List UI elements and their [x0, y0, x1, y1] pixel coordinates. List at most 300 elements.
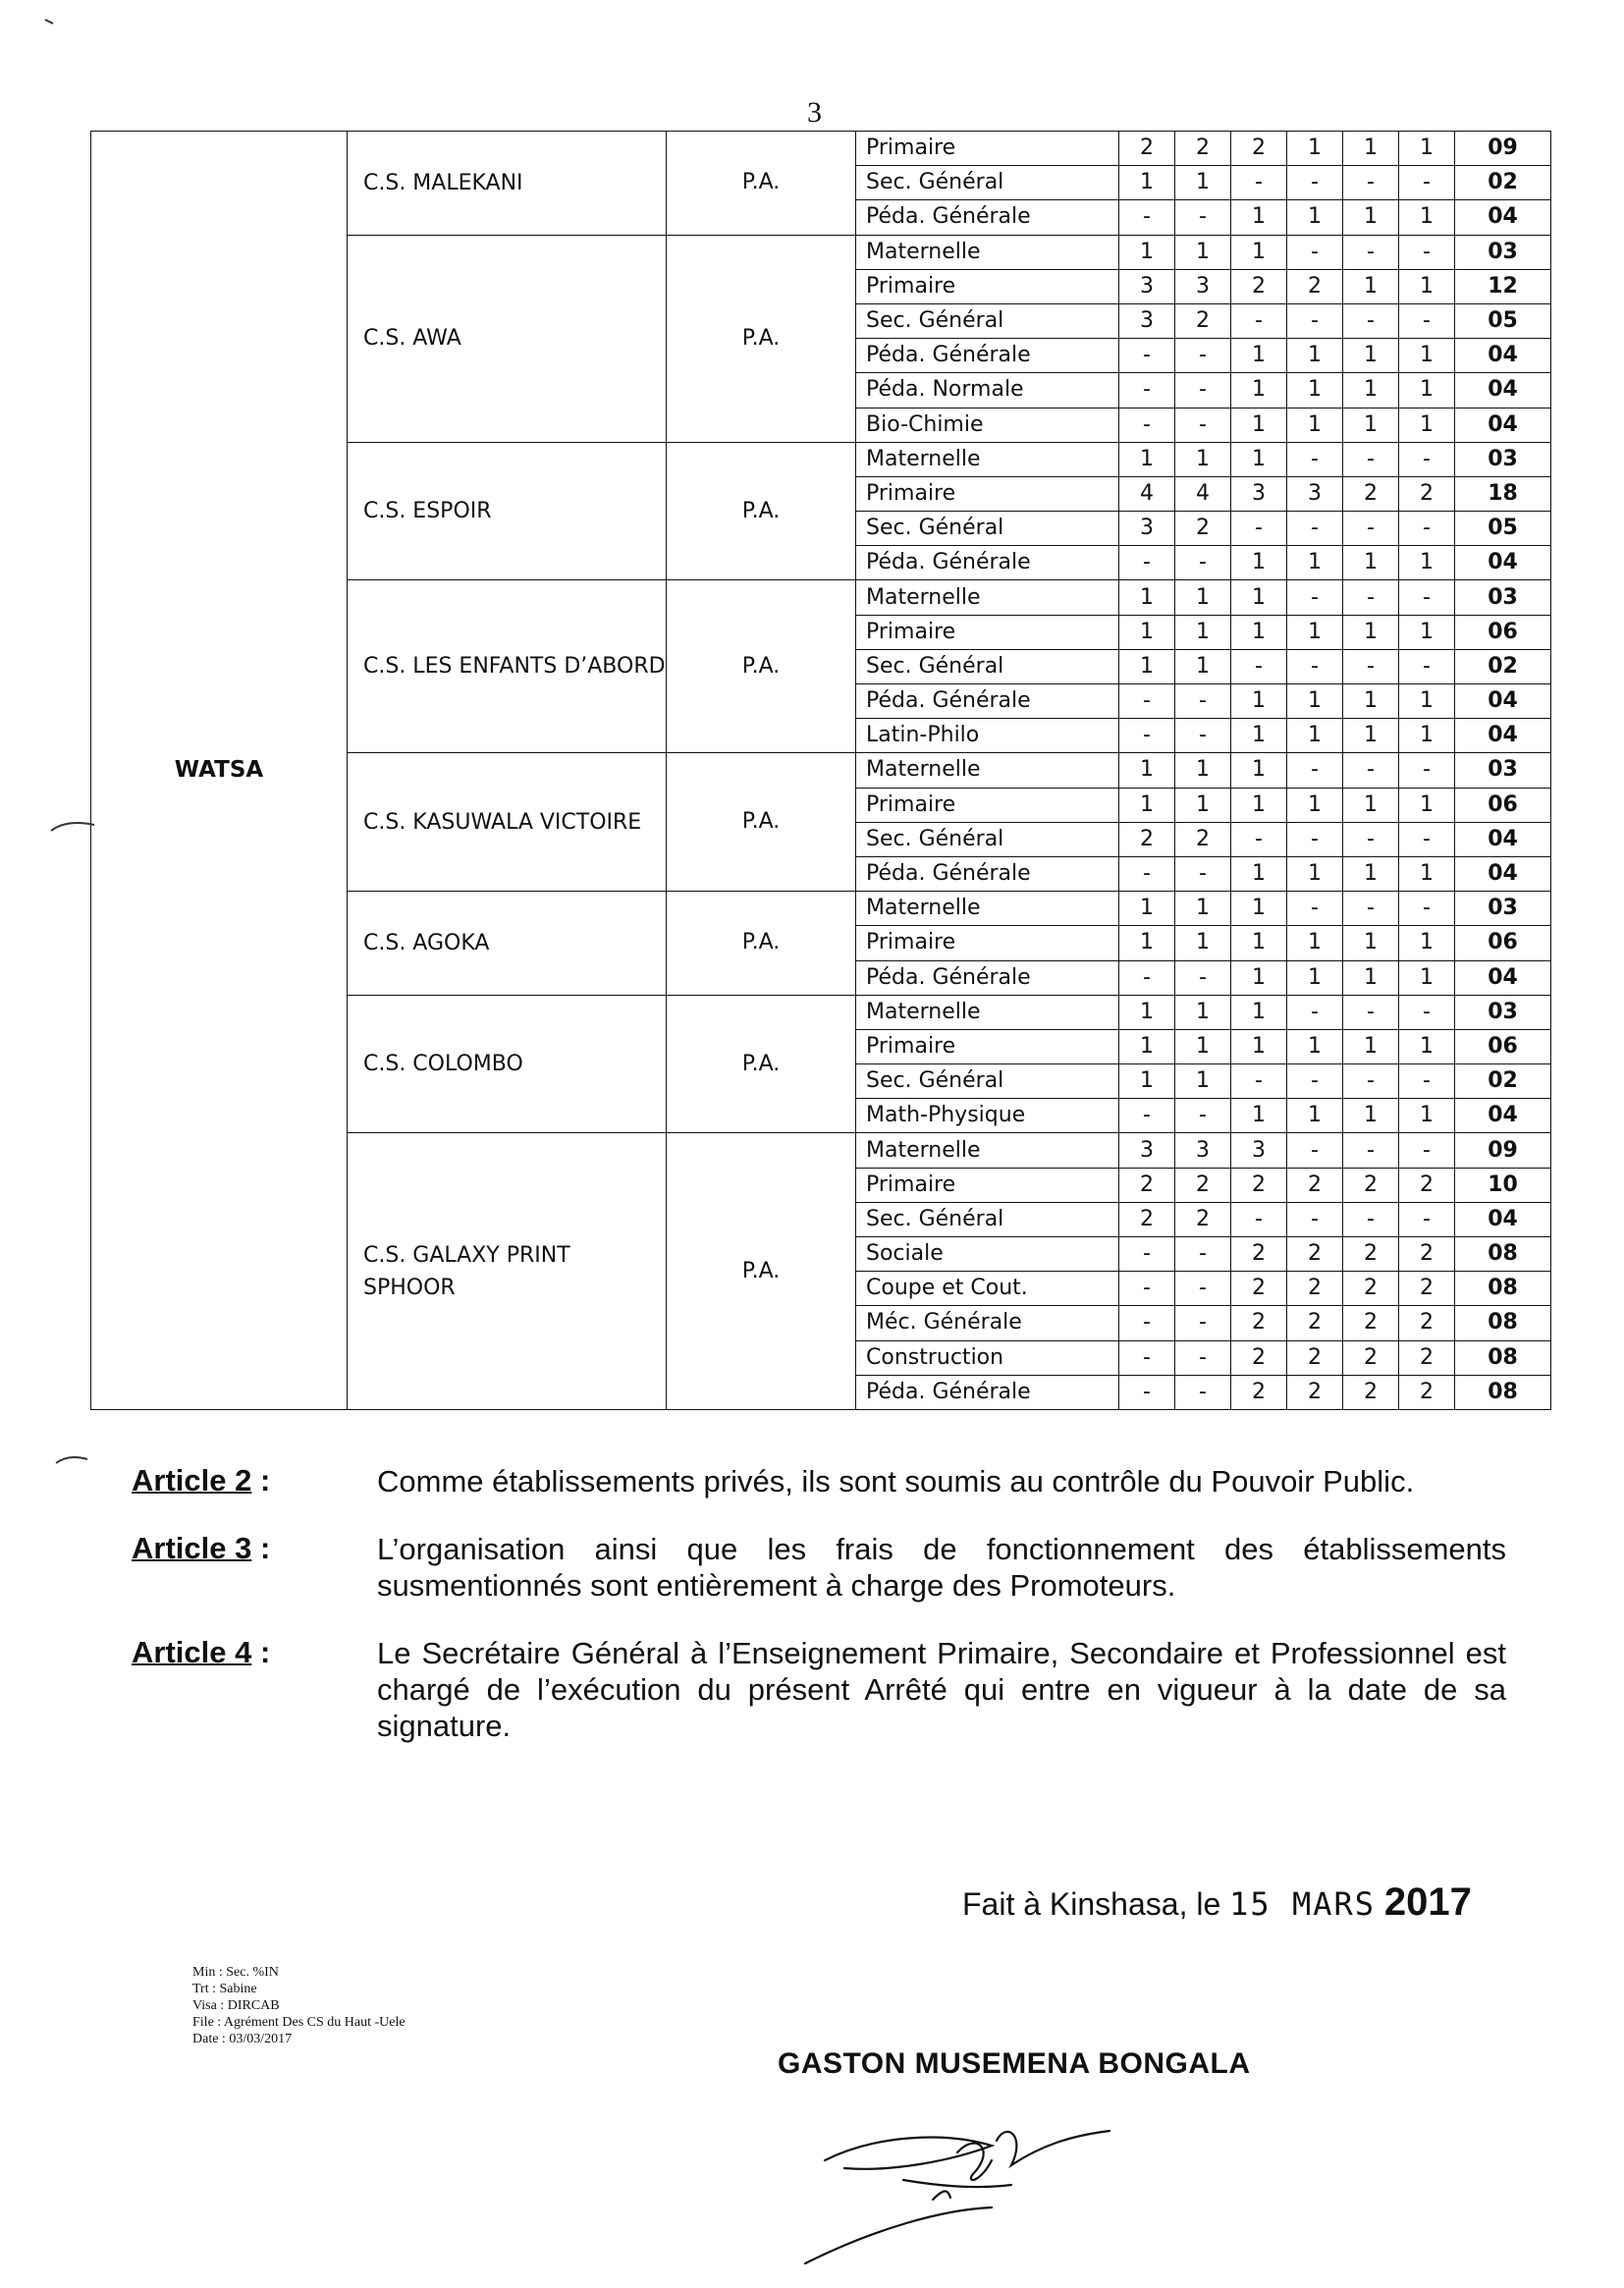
class-count-cell: 2	[1231, 1375, 1287, 1409]
class-count-cell: 1	[1343, 408, 1399, 442]
total-cell: 03	[1455, 753, 1551, 788]
class-count-cell: -	[1343, 892, 1399, 926]
meta-line: Trt : Sabine	[192, 1982, 257, 1996]
class-count-cell: 2	[1175, 822, 1231, 856]
total-cell: 04	[1455, 200, 1551, 235]
total-cell: 02	[1455, 1064, 1551, 1099]
total-cell: 12	[1455, 269, 1551, 303]
class-count-cell: 2	[1287, 269, 1343, 303]
class-count-cell: -	[1119, 200, 1175, 235]
class-count-cell: 1	[1175, 615, 1231, 649]
class-count-cell: -	[1287, 753, 1343, 788]
class-count-cell: 2	[1343, 1237, 1399, 1272]
date-stamp: 15 MARS	[1229, 1885, 1376, 1923]
class-count-cell: -	[1399, 235, 1455, 269]
class-count-cell: -	[1287, 1133, 1343, 1168]
class-count-cell: -	[1343, 303, 1399, 338]
class-count-cell: 1	[1399, 615, 1455, 649]
class-count-cell: 1	[1343, 615, 1399, 649]
class-count-cell: -	[1287, 995, 1343, 1029]
class-count-cell: -	[1287, 303, 1343, 338]
class-count-cell: 2	[1231, 1272, 1287, 1306]
class-count-cell: -	[1175, 1375, 1231, 1409]
class-count-cell: -	[1119, 408, 1175, 442]
margin-mark-icon	[54, 1451, 93, 1471]
option-cell: Primaire	[856, 132, 1119, 166]
class-count-cell: 1	[1175, 1064, 1231, 1099]
class-count-cell: 3	[1287, 476, 1343, 511]
class-count-cell: 2	[1119, 132, 1175, 166]
total-cell: 10	[1455, 1168, 1551, 1202]
option-cell: Sec. Général	[856, 1202, 1119, 1236]
class-count-cell: 1	[1343, 546, 1399, 580]
class-count-cell: 1	[1287, 1029, 1343, 1063]
class-count-cell: -	[1343, 822, 1399, 856]
class-count-cell: 1	[1119, 926, 1175, 960]
option-cell: Méc. Générale	[856, 1306, 1119, 1340]
article-colon: :	[251, 1463, 271, 1498]
class-count-cell: -	[1119, 1340, 1175, 1375]
class-count-cell: -	[1287, 892, 1343, 926]
page-number: 3	[807, 96, 822, 129]
class-count-cell: -	[1399, 995, 1455, 1029]
class-count-cell: 1	[1399, 926, 1455, 960]
class-count-cell: -	[1399, 822, 1455, 856]
class-count-cell: 1	[1343, 719, 1399, 753]
class-count-cell: 1	[1175, 995, 1231, 1029]
option-cell: Péda. Générale	[856, 200, 1119, 235]
class-count-cell: 1	[1175, 235, 1231, 269]
article-text: Le Secrétaire Général à l’Enseignement Primaire, Secondaire et Professionnel est chargé de l’exécution du présent Arrêté qui entre en vigueur à la date de sa signature.	[377, 1636, 1506, 1743]
class-count-cell: 1	[1231, 339, 1287, 373]
option-cell: Péda. Générale	[856, 546, 1119, 580]
total-cell: 18	[1455, 476, 1551, 511]
total-cell: 04	[1455, 719, 1551, 753]
option-cell: Primaire	[856, 1029, 1119, 1063]
class-count-cell: -	[1119, 546, 1175, 580]
class-count-cell: 1	[1399, 269, 1455, 303]
class-count-cell: 1	[1175, 788, 1231, 822]
class-count-cell: -	[1175, 200, 1231, 235]
class-count-cell: 2	[1399, 476, 1455, 511]
region-cell: WATSA	[91, 132, 348, 1410]
class-count-cell: -	[1399, 1133, 1455, 1168]
class-count-cell: 3	[1119, 269, 1175, 303]
table-row	[91, 132, 1551, 166]
class-count-cell: 1	[1343, 788, 1399, 822]
meta-line: Visa : DIRCAB	[192, 1998, 280, 2013]
school-status-cell: P.A.	[667, 995, 856, 1133]
class-count-cell: -	[1399, 1202, 1455, 1236]
class-count-cell: 1	[1343, 373, 1399, 408]
option-cell: Sec. Général	[856, 512, 1119, 546]
option-cell: Latin-Philo	[856, 719, 1119, 753]
class-count-cell: 1	[1399, 788, 1455, 822]
class-count-cell: -	[1231, 822, 1287, 856]
school-status-cell: P.A.	[667, 442, 856, 580]
option-cell: Bio-Chimie	[856, 408, 1119, 442]
place-and-date	[962, 1880, 1472, 1925]
class-count-cell: 1	[1287, 926, 1343, 960]
class-count-cell: 1	[1231, 684, 1287, 719]
total-cell: 08	[1455, 1306, 1551, 1340]
class-count-cell: -	[1343, 753, 1399, 788]
total-cell: 02	[1455, 166, 1551, 200]
class-count-cell: 2	[1175, 1168, 1231, 1202]
option-cell: Maternelle	[856, 892, 1119, 926]
option-cell: Maternelle	[856, 995, 1119, 1029]
class-count-cell: 1	[1399, 339, 1455, 373]
class-count-cell: 1	[1287, 719, 1343, 753]
total-cell: 04	[1455, 339, 1551, 373]
class-count-cell: 2	[1231, 269, 1287, 303]
class-count-cell: 1	[1231, 235, 1287, 269]
total-cell: 04	[1455, 546, 1551, 580]
class-count-cell: 1	[1175, 1029, 1231, 1063]
class-count-cell: 2	[1231, 1340, 1287, 1375]
class-count-cell: -	[1343, 442, 1399, 476]
class-count-cell: -	[1343, 1064, 1399, 1099]
class-count-cell: 1	[1287, 408, 1343, 442]
class-count-cell: -	[1287, 512, 1343, 546]
meta-line: File : Agrément Des CS du Haut -Uele	[192, 2015, 406, 2030]
class-count-cell: -	[1287, 166, 1343, 200]
class-count-cell: 1	[1287, 546, 1343, 580]
schools-table-body	[91, 132, 1551, 1410]
class-count-cell: -	[1119, 373, 1175, 408]
option-cell: Primaire	[856, 926, 1119, 960]
total-cell: 04	[1455, 684, 1551, 719]
class-count-cell: -	[1175, 1340, 1231, 1375]
class-count-cell: 1	[1175, 166, 1231, 200]
total-cell: 06	[1455, 788, 1551, 822]
option-cell: Péda. Générale	[856, 856, 1119, 891]
class-count-cell: 1	[1343, 269, 1399, 303]
articles-section	[132, 1463, 1506, 1775]
option-cell: Péda. Générale	[856, 684, 1119, 719]
class-count-cell: 2	[1231, 1168, 1287, 1202]
option-cell: Construction	[856, 1340, 1119, 1375]
class-count-cell: -	[1399, 649, 1455, 683]
class-count-cell: -	[1231, 1064, 1287, 1099]
class-count-cell: 1	[1343, 960, 1399, 995]
class-count-cell: 2	[1175, 132, 1231, 166]
article-label: Article 2	[132, 1463, 252, 1498]
class-count-cell: -	[1175, 546, 1231, 580]
class-count-cell: 1	[1287, 788, 1343, 822]
class-count-cell: -	[1175, 1272, 1231, 1306]
class-count-cell: -	[1287, 442, 1343, 476]
option-cell: Péda. Générale	[856, 339, 1119, 373]
class-count-cell: 1	[1175, 753, 1231, 788]
class-count-cell: -	[1175, 856, 1231, 891]
class-count-cell: 3	[1119, 512, 1175, 546]
class-count-cell: 2	[1343, 1272, 1399, 1306]
total-cell: 03	[1455, 442, 1551, 476]
total-cell: 04	[1455, 373, 1551, 408]
class-count-cell: 1	[1175, 580, 1231, 615]
option-cell: Sec. Général	[856, 1064, 1119, 1099]
class-count-cell: 2	[1399, 1168, 1455, 1202]
school-status-cell: P.A.	[667, 892, 856, 996]
class-count-cell: -	[1119, 719, 1175, 753]
option-cell: Maternelle	[856, 1133, 1119, 1168]
option-cell: Sec. Général	[856, 166, 1119, 200]
school-name-cell: C.S. COLOMBO	[348, 995, 667, 1133]
article-label: Article 3	[132, 1531, 252, 1565]
total-cell: 02	[1455, 649, 1551, 683]
school-status-cell: P.A.	[667, 235, 856, 442]
class-count-cell: 2	[1175, 1202, 1231, 1236]
total-cell: 06	[1455, 615, 1551, 649]
option-cell: Math-Physique	[856, 1099, 1119, 1133]
class-count-cell: 2	[1287, 1375, 1343, 1409]
school-name-cell: C.S. ESPOIR	[348, 442, 667, 580]
class-count-cell: 1	[1231, 1099, 1287, 1133]
class-count-cell: 2	[1231, 132, 1287, 166]
total-cell: 03	[1455, 892, 1551, 926]
class-count-cell: 1	[1119, 235, 1175, 269]
option-cell: Primaire	[856, 788, 1119, 822]
class-count-cell: -	[1119, 960, 1175, 995]
class-count-cell: -	[1231, 512, 1287, 546]
total-cell: 08	[1455, 1237, 1551, 1272]
class-count-cell: 1	[1231, 1029, 1287, 1063]
class-count-cell: 1	[1399, 684, 1455, 719]
class-count-cell: 1	[1231, 788, 1287, 822]
total-cell: 04	[1455, 960, 1551, 995]
class-count-cell: -	[1119, 856, 1175, 891]
class-count-cell: 3	[1231, 476, 1287, 511]
class-count-cell: 1	[1399, 200, 1455, 235]
class-count-cell: -	[1175, 373, 1231, 408]
class-count-cell: 1	[1287, 856, 1343, 891]
file-metadata	[192, 1964, 406, 2047]
class-count-cell: -	[1343, 512, 1399, 546]
class-count-cell: 1	[1231, 926, 1287, 960]
class-count-cell: 1	[1119, 649, 1175, 683]
article-colon: :	[251, 1635, 271, 1669]
class-count-cell: 1	[1119, 166, 1175, 200]
article-text: Comme établissements privés, ils sont soumis au contrôle du Pouvoir Public.	[377, 1464, 1415, 1498]
class-count-cell: -	[1343, 166, 1399, 200]
class-count-cell: 1	[1287, 615, 1343, 649]
school-name-cell: C.S. LES ENFANTS D’ABORD	[348, 580, 667, 753]
class-count-cell: 2	[1343, 476, 1399, 511]
class-count-cell: 1	[1175, 892, 1231, 926]
scan-mark-icon	[39, 10, 69, 29]
class-count-cell: 2	[1343, 1306, 1399, 1340]
total-cell: 04	[1455, 408, 1551, 442]
class-count-cell: 1	[1231, 753, 1287, 788]
class-count-cell: 2	[1287, 1237, 1343, 1272]
option-cell: Maternelle	[856, 753, 1119, 788]
class-count-cell: 4	[1175, 476, 1231, 511]
class-count-cell: 1	[1343, 132, 1399, 166]
school-name-cell: C.S. AWA	[348, 235, 667, 442]
class-count-cell: -	[1343, 1202, 1399, 1236]
class-count-cell: -	[1175, 1237, 1231, 1272]
class-count-cell: 1	[1119, 995, 1175, 1029]
class-count-cell: -	[1399, 166, 1455, 200]
class-count-cell: -	[1343, 1133, 1399, 1168]
class-count-cell: -	[1175, 684, 1231, 719]
class-count-cell: 1	[1399, 132, 1455, 166]
class-count-cell: 1	[1287, 200, 1343, 235]
class-count-cell: 2	[1175, 512, 1231, 546]
class-count-cell: 1	[1119, 1064, 1175, 1099]
class-count-cell: -	[1175, 1099, 1231, 1133]
option-cell: Péda. Normale	[856, 373, 1119, 408]
class-count-cell: -	[1175, 408, 1231, 442]
school-name-cell: C.S. MALEKANI	[348, 132, 667, 236]
class-count-cell: 3	[1231, 1133, 1287, 1168]
meta-line: Min : Sec. %IN	[192, 1965, 279, 1980]
class-count-cell: 2	[1231, 1237, 1287, 1272]
class-count-cell: 1	[1343, 856, 1399, 891]
class-count-cell: -	[1343, 580, 1399, 615]
option-cell: Maternelle	[856, 235, 1119, 269]
class-count-cell: 1	[1287, 684, 1343, 719]
class-count-cell: 2	[1399, 1306, 1455, 1340]
option-cell: Primaire	[856, 615, 1119, 649]
handwritten-signature	[785, 2092, 1237, 2278]
class-count-cell: -	[1399, 892, 1455, 926]
article-colon: :	[251, 1531, 271, 1565]
class-count-cell: -	[1343, 995, 1399, 1029]
total-cell: 03	[1455, 580, 1551, 615]
option-cell: Maternelle	[856, 580, 1119, 615]
total-cell: 06	[1455, 926, 1551, 960]
class-count-cell: 1	[1287, 1099, 1343, 1133]
class-count-cell: 1	[1119, 788, 1175, 822]
class-count-cell: 1	[1399, 856, 1455, 891]
class-count-cell: -	[1287, 580, 1343, 615]
class-count-cell: 2	[1231, 1306, 1287, 1340]
class-count-cell: 2	[1399, 1237, 1455, 1272]
class-count-cell: 1	[1119, 1029, 1175, 1063]
class-count-cell: 1	[1231, 200, 1287, 235]
class-count-cell: -	[1399, 580, 1455, 615]
class-count-cell: 1	[1231, 719, 1287, 753]
total-cell: 08	[1455, 1375, 1551, 1409]
option-cell: Coupe et Cout.	[856, 1272, 1119, 1306]
meta-line: Date : 03/03/2017	[192, 2032, 293, 2046]
total-cell: 09	[1455, 1133, 1551, 1168]
class-count-cell: 1	[1399, 960, 1455, 995]
class-count-cell: 1	[1231, 373, 1287, 408]
class-count-cell: 2	[1287, 1272, 1343, 1306]
total-cell: 04	[1455, 1099, 1551, 1133]
school-status-cell: P.A.	[667, 1133, 856, 1410]
class-count-cell: -	[1399, 512, 1455, 546]
school-status-cell: P.A.	[667, 132, 856, 236]
option-cell: Sec. Général	[856, 649, 1119, 683]
class-count-cell: 1	[1231, 995, 1287, 1029]
class-count-cell: -	[1119, 1306, 1175, 1340]
school-status-cell: P.A.	[667, 580, 856, 753]
class-count-cell: 1	[1231, 615, 1287, 649]
class-count-cell: -	[1119, 1375, 1175, 1409]
class-count-cell: 1	[1399, 408, 1455, 442]
class-count-cell: 2	[1287, 1340, 1343, 1375]
class-count-cell: 1	[1175, 926, 1231, 960]
total-cell: 04	[1455, 856, 1551, 891]
class-count-cell: 2	[1119, 1202, 1175, 1236]
class-count-cell: 1	[1287, 339, 1343, 373]
option-cell: Sociale	[856, 1237, 1119, 1272]
class-count-cell: 1	[1287, 132, 1343, 166]
total-cell: 08	[1455, 1340, 1551, 1375]
class-count-cell: 1	[1175, 649, 1231, 683]
class-count-cell: -	[1175, 339, 1231, 373]
class-count-cell: -	[1175, 719, 1231, 753]
total-cell: 04	[1455, 1202, 1551, 1236]
option-cell: Sec. Général	[856, 822, 1119, 856]
class-count-cell: 1	[1231, 960, 1287, 995]
total-cell: 04	[1455, 822, 1551, 856]
option-cell: Primaire	[856, 1168, 1119, 1202]
class-count-cell: -	[1119, 1099, 1175, 1133]
class-count-cell: 2	[1399, 1375, 1455, 1409]
class-count-cell: -	[1287, 1064, 1343, 1099]
class-count-cell: -	[1343, 649, 1399, 683]
class-count-cell: 1	[1399, 1099, 1455, 1133]
class-count-cell: 4	[1119, 476, 1175, 511]
class-count-cell: 2	[1343, 1340, 1399, 1375]
class-count-cell: 1	[1343, 926, 1399, 960]
class-count-cell: -	[1231, 649, 1287, 683]
total-cell: 09	[1455, 132, 1551, 166]
class-count-cell: -	[1119, 339, 1175, 373]
class-count-cell: 1	[1231, 546, 1287, 580]
class-count-cell: -	[1399, 753, 1455, 788]
school-status-cell: P.A.	[667, 753, 856, 892]
class-count-cell: 2	[1119, 822, 1175, 856]
class-count-cell: 2	[1399, 1272, 1455, 1306]
date-year: 2017	[1383, 1880, 1472, 1924]
article-2	[132, 1463, 1506, 1499]
class-count-cell: -	[1231, 303, 1287, 338]
class-count-cell: 1	[1343, 684, 1399, 719]
class-count-cell: -	[1175, 960, 1231, 995]
class-count-cell: -	[1287, 822, 1343, 856]
class-count-cell: 1	[1119, 442, 1175, 476]
class-count-cell: 1	[1399, 719, 1455, 753]
class-count-cell: 1	[1343, 339, 1399, 373]
class-count-cell: 2	[1175, 303, 1231, 338]
class-count-cell: 1	[1399, 1029, 1455, 1063]
article-3	[132, 1531, 1506, 1604]
class-count-cell: 1	[1343, 200, 1399, 235]
class-count-cell: -	[1287, 1202, 1343, 1236]
class-count-cell: 1	[1231, 580, 1287, 615]
class-count-cell: 1	[1231, 892, 1287, 926]
class-count-cell: 2	[1343, 1375, 1399, 1409]
option-cell: Primaire	[856, 476, 1119, 511]
class-count-cell: -	[1231, 166, 1287, 200]
total-cell: 08	[1455, 1272, 1551, 1306]
total-cell: 03	[1455, 235, 1551, 269]
class-count-cell: 3	[1119, 303, 1175, 338]
class-count-cell: -	[1119, 1237, 1175, 1272]
class-count-cell: -	[1175, 1306, 1231, 1340]
option-cell: Péda. Générale	[856, 1375, 1119, 1409]
total-cell: 05	[1455, 512, 1551, 546]
class-count-cell: 1	[1287, 960, 1343, 995]
school-name-cell: C.S. KASUWALA VICTOIRE	[348, 753, 667, 892]
school-name-cell: C.S. AGOKA	[348, 892, 667, 996]
